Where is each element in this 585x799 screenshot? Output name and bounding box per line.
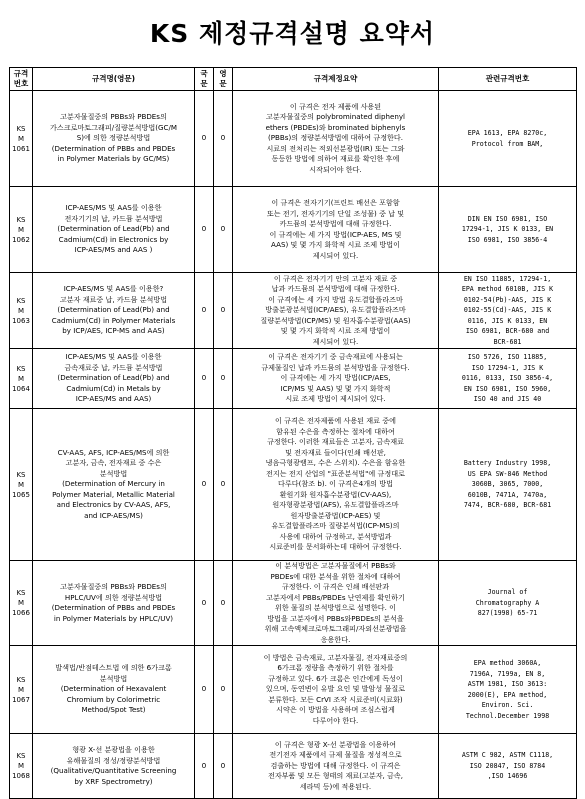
standard-summary-line: 시료 조제 방법이 제시되어 있다.	[285, 394, 386, 404]
standard-summary-line: 이 규격에는 세 가지 방법(ICP-AES, MS 및	[269, 229, 402, 239]
header-title: 규격명(영문)	[33, 68, 195, 91]
standard-title-line: (Qualitative/Quantitative Screening	[50, 766, 177, 775]
standard-summary-line: 전자부품 및 모든 형태의 재료(고분자, 금속,	[267, 771, 404, 781]
standard-title-line: 금속재료중 납, 카드뮴 분석방법	[64, 362, 163, 372]
english-version-mark: 0	[214, 409, 233, 561]
standard-summary-line: 및 전자재료 들이다(인쇄 배선판,	[285, 447, 386, 457]
document-title: KS 제정규격설명 요약서	[149, 19, 436, 48]
standard-title-line: ICP-AES/MS and AAS)	[75, 394, 152, 404]
standard-number-line: M	[17, 374, 25, 383]
standard-number-line: M	[17, 225, 25, 234]
related-standards-line: Chromatography A	[475, 598, 540, 607]
standard-title-line: 전자기기의 납, 카드뮴 분석방법	[64, 213, 163, 223]
standard-title-line: and Electronics by CV-AAS, AFS,	[56, 500, 171, 510]
standard-summary-line: 전지는 전지 산업의 "표준분석법"에 규정대로	[266, 468, 405, 478]
related-standards	[439, 734, 577, 799]
related-standards-line: ISO 6981, BCR-680 and	[465, 327, 550, 336]
standard-number	[10, 349, 33, 409]
related-standards-line: Protocol from BAM,	[471, 139, 544, 148]
standard-summary-line: 및 몇 가지 화학적 시료 조제 방법이	[280, 326, 391, 336]
table-row	[10, 91, 577, 187]
standard-title-line: Cadmium(Cd) in Polymer Materials	[51, 315, 176, 325]
standard-title	[33, 734, 195, 799]
standard-summary-line: 고분자물질중의 polybrominated diphenyl	[266, 112, 405, 122]
related-standards	[439, 187, 577, 273]
standard-summary-line: 다루어야 한다.	[312, 715, 359, 725]
standard-title-line: 가스크로마토그래피/질량분석방법(GC/M	[50, 122, 177, 132]
standard-summary	[233, 734, 439, 799]
standard-number-line: KS	[16, 752, 26, 760]
standard-number-line: KS	[16, 124, 26, 133]
standard-summary	[233, 273, 439, 349]
standard-summary	[233, 187, 439, 273]
english-version-mark: 0	[214, 187, 233, 273]
related-standards-line: 17294-1, JIS K 0133, EN	[461, 225, 554, 234]
standard-title-line: 고분자물질중의 PBBs와 PBDEs의	[60, 582, 167, 591]
standard-title-line: and ICP-AES/MS)	[84, 510, 143, 520]
standard-number-line: KS	[16, 675, 26, 684]
standard-number-line: M	[17, 685, 25, 694]
standard-summary-line: 이 규격은 형광 X-선 분광법을 이용하여	[274, 739, 397, 749]
standard-title-line: ICP-AES/MS 및 AAS를 이용한?	[63, 284, 164, 294]
standard-title	[33, 646, 195, 734]
standard-number	[10, 646, 33, 734]
standard-summary-line: 카드뮴의 분석방법에 대해 규정한다.	[279, 219, 392, 228]
related-standards-line: 0116, 0133, ISO 3856-4,	[461, 374, 554, 383]
standard-summary-line: 방법을 고분자에서 PBBs와PBDEs의 분석을	[267, 613, 404, 623]
domestic-version-mark: 0	[195, 734, 214, 799]
header-number: 규격 번호	[10, 68, 33, 91]
standard-title-line: HPLC/UV에 의한 정량분석방법	[64, 592, 163, 602]
standard-summary-line: 제시되어 있다.	[312, 336, 359, 346]
standard-title-line: Method/Spot Test)	[81, 705, 146, 715]
standard-title-line: 고분자, 금속, 전자재료 중 수은	[65, 458, 162, 468]
standard-summary-line: 규제물질인 납과 카드뮴의 분석방법을 규정한다.	[261, 362, 410, 372]
standard-summary-line: 시약은 이 방법을 사용하며 조심스럽게	[276, 705, 395, 715]
table-row	[10, 273, 577, 349]
english-version-mark: 0	[214, 91, 233, 187]
related-standards-line: US EPA SW-846 Method	[467, 469, 548, 478]
standard-title	[33, 187, 195, 273]
standard-title-line: (Determination of PBBs and PBDEs	[51, 143, 176, 153]
standard-summary-line: 있으며, 동연변이 유발 요인 및 발암성 물질로	[265, 684, 406, 694]
domestic-version-mark: 0	[195, 646, 214, 734]
standard-summary	[233, 91, 439, 187]
domestic-version-mark: 0	[195, 561, 214, 646]
standard-number	[10, 561, 33, 646]
related-standards-line: EPA 1613, EPA 8270c,	[467, 129, 548, 137]
table-row	[10, 646, 577, 734]
domestic-version-mark: 0	[195, 91, 214, 187]
standard-summary-line: 고분자에서 PBBs/PBDEs 난연제를 확인하기	[266, 592, 405, 602]
standard-summary-line: (PBBs)의 정량분석방법에 대하여 규정한다.	[267, 133, 404, 143]
standard-summary-line: 시료준비를 문서화하는데 대하여 규정한다.	[269, 542, 402, 552]
standard-summary-line: 위한 물질의 분석방법으로 설명한다. 이	[275, 603, 396, 612]
standard-title-line: (Determination of Mercury in	[62, 479, 165, 489]
standard-summary-line: 환원기화 원자흡수분광법(CV-AAS),	[279, 489, 392, 499]
standard-number-line: KS	[16, 589, 26, 597]
standard-title	[33, 561, 195, 646]
standard-number-line: KS	[16, 470, 26, 479]
standard-number	[10, 273, 33, 349]
standard-summary-line: 원자형광분광법(AFS), 유도결합플라즈마	[272, 500, 399, 510]
standard-number-line: M	[17, 480, 25, 489]
table-row	[10, 561, 577, 646]
related-standards-line: EN ISO 11885, 17294-1,	[463, 274, 552, 283]
standard-number-line: 1068	[12, 772, 30, 780]
english-version-mark: 0	[214, 561, 233, 646]
standard-summary-line: ethers (PBDEs)와 brominated biphenyls	[265, 122, 406, 132]
related-standards-line: 3060B, 3065, 7000,	[471, 480, 544, 489]
related-standards-line: ISO 5726, ISO 11885,	[467, 353, 548, 362]
domestic-version-mark: 0	[195, 273, 214, 349]
standard-number	[10, 409, 33, 561]
standard-summary-line: 검출하는 방법에 대해 규정한다. 이 규격은	[270, 760, 401, 770]
domestic-version-mark: 0	[195, 349, 214, 409]
standard-summary-line: 납과 카드뮴의 분석방법에 대해 규정한다.	[271, 284, 400, 294]
standard-summary-line: 응용한다.	[320, 634, 351, 644]
standard-number-line: M	[17, 306, 25, 315]
standard-summary-line: 전기전자 제품에서 규제 물질을 정성적으로	[269, 750, 402, 760]
standard-number-line: M	[17, 134, 25, 143]
standard-number-line: 1065	[12, 490, 30, 499]
standard-number-line: M	[17, 599, 25, 607]
table-row	[10, 187, 577, 273]
standard-title-line: 유해물질의 정성/정량분석방법	[66, 755, 161, 765]
related-standards-line: ASTM C 982, ASTM C1118,	[461, 751, 554, 760]
standard-title-line: S)에 의한 정량분석방법	[76, 133, 151, 143]
standards-summary-table	[9, 67, 577, 799]
standard-number-line: 1067	[12, 695, 30, 704]
standard-summary-line: 규정한다. 이 규격은 인쇄 배선판과	[281, 582, 390, 591]
standard-number-line: 1066	[12, 609, 30, 617]
standard-summary-line: 이 규격은 전자제품에 사용된 재료 중에	[275, 416, 396, 426]
standard-title-line: ICP-AES/MS 및 AAS를 이용한	[65, 352, 162, 362]
standard-summary-line: PBDEs에 대한 분석을 위한 절차에 대하여	[270, 571, 401, 581]
related-standards-line: BCR-681	[493, 337, 522, 346]
header-summary: 규격제정요약	[233, 68, 439, 91]
standard-title-line: 분석방법	[99, 673, 128, 683]
standard-number	[10, 91, 33, 187]
standard-number-line: KS	[16, 215, 26, 224]
standard-summary-line: 규정하고 있다. 6가 크롬은 인간에게 독성이	[268, 673, 403, 683]
standard-number-line: 1062	[12, 235, 30, 244]
related-standards-line: 6010B, 7471A, 7470a,	[467, 490, 548, 499]
related-standards-line: DIN EN ISO 6981, ISO	[467, 214, 548, 223]
standard-summary-line: 이 규격에는 세 가지 방법 유도결합플라즈마	[268, 294, 403, 304]
related-standards-line: ISO 17294-1, JIS K	[471, 363, 544, 372]
standard-title	[33, 91, 195, 187]
standard-summary	[233, 646, 439, 734]
standard-summary-line: 원자방출분광법(ICP-AES) 및	[290, 510, 381, 520]
standard-title-line: (Determination of Lead(Pb) and	[57, 224, 170, 234]
standard-title-line: 고분자 재료중 납, 카드뮴 분석방법	[59, 294, 168, 304]
standard-summary	[233, 561, 439, 646]
related-standards-line: 0102-54(Pb)-AAS, JIS K	[463, 295, 552, 304]
standard-number-line: M	[17, 762, 25, 770]
standard-summary-line: AAS) 및 몇 가지 화학적 시료 조제 방법이	[271, 240, 400, 249]
standard-summary	[233, 409, 439, 561]
standard-summary-line: 이 규격은 전자기기 중 금속재료에 사용되는	[268, 352, 403, 362]
domestic-version-mark: 0	[195, 187, 214, 273]
standard-summary-line: 분류한다. 모든 CrVI 조작 시료준비(시료화)	[268, 694, 403, 704]
standard-summary-line: 방출분광분석법(ICP/AES), 유도결합플라즈마	[265, 305, 406, 315]
standard-title-line: 발색법/반점테스트법 에 의한 6가크롬	[55, 663, 172, 673]
standard-summary-line: 사용에 대하여 규정하고, 분석방법과	[279, 531, 392, 541]
related-standards	[439, 646, 577, 734]
standard-summary-line: 이 규격에는 세 가지 방법(ICP/AES,	[280, 373, 391, 383]
standard-title	[33, 273, 195, 349]
standard-title-line: Chromium by Colorimetric	[66, 694, 161, 704]
standard-number	[10, 187, 33, 273]
related-standards	[439, 273, 577, 349]
standard-summary-line: 이 규격은 전자 제품에 사용된	[289, 101, 382, 111]
standard-title-line: (Determination of Lead(Pb) and	[57, 373, 170, 383]
standard-title	[33, 409, 195, 561]
related-standards-line: EPA method 6010B, JIS K	[461, 285, 554, 294]
related-standards-line: Journal of	[487, 588, 528, 597]
related-standards-line: Battery Industry 1998,	[463, 459, 552, 468]
standard-summary-line: 이 규격은 전자기기(프린트 배선은 포함함	[271, 198, 400, 207]
standard-title-line: ICP-AES/MS and AAS )	[74, 245, 153, 255]
related-standards-line: 0102-55(Cd)-AAS, JIS K	[463, 306, 552, 315]
standard-title-line: 형광 X-선 분광법을 이용한	[72, 745, 155, 754]
header-english: 영문	[214, 68, 233, 91]
standard-summary-line: 이 방법은 금속재료, 고분자물질, 전자재료중의	[263, 652, 408, 662]
table-row	[10, 409, 577, 561]
english-version-mark: 0	[214, 734, 233, 799]
table-row	[10, 349, 577, 409]
related-standards-line: 827(1998) 65-71	[477, 609, 538, 618]
standard-title-line: by XRF Spectrometry)	[74, 776, 153, 786]
standard-summary-line: ICP/MS 및 AAS) 및 몇 가지 화학적	[280, 383, 391, 393]
related-standards-line: 7474, BCR-680, BCR-681	[463, 501, 552, 510]
standard-title-line: Cadmium(Cd) in Electronics by	[58, 234, 169, 244]
standard-title-line: (Determination of PBBs and PBDEs	[51, 603, 176, 612]
standard-title-line: (Determination of Hexavalent	[60, 684, 167, 694]
standard-title-line: CV-AAS, AFS, ICP-AES/MS에 의한	[57, 447, 170, 457]
english-version-mark: 0	[214, 646, 233, 734]
related-standards-line: ISO 40 and JIS 40	[473, 395, 542, 404]
related-standards-line: Technol.December 1998	[465, 711, 550, 720]
standard-number-line: 1061	[12, 144, 30, 153]
standard-number-line: 1063	[12, 316, 30, 325]
standard-title-line: 분석방법	[99, 468, 128, 478]
related-standards-line: EPA method 3060A,	[473, 659, 542, 667]
header-domestic: 국문	[195, 68, 214, 91]
related-standards-line: ASTM 1981, ISO 3613:	[467, 680, 548, 688]
standard-title-line: by ICP/AES, ICP-MS and AAS)	[62, 326, 165, 336]
table-header-row	[10, 68, 577, 91]
related-standards-line: 0116, JIS K 0133, EN	[467, 316, 548, 325]
standard-title-line: in Polymer Materials by GC/MS)	[57, 154, 170, 164]
related-standards	[439, 409, 577, 561]
standard-title-line: Cadmium(Cd) in Metals by	[66, 383, 161, 393]
related-standards-line: ,ISO 14696	[487, 772, 528, 781]
standard-summary-line: 6가크롬 정량을 측정하기 위한 절차를	[277, 663, 394, 673]
standard-number-line: KS	[16, 364, 26, 373]
related-standards-line: ISO 20847, ISO 8784	[469, 761, 546, 770]
related-standards-line: ISO 6981, ISO 3856-4	[467, 235, 548, 244]
standard-summary-line: 시료의 전처리는 적외선분광법(IR) 또는 그와	[266, 143, 405, 153]
related-standards-line: Environ. Sci.	[481, 701, 534, 709]
related-standards	[439, 561, 577, 646]
standard-summary-line: 유도결합플라즈마 질량분석법(ICP-MS)의	[271, 521, 400, 531]
standard-summary-line: 함유된 수은을 측정하는 절차에 대하여	[276, 426, 395, 436]
related-standards	[439, 349, 577, 409]
related-standards-line: EN ISO 6981, ISO 5960,	[463, 384, 552, 393]
english-version-mark: 0	[214, 273, 233, 349]
standard-title-line: Polymer Material, Metallic Material	[52, 489, 175, 499]
standard-summary-line: 제시되어 있다.	[312, 250, 359, 260]
standard-title-line: 고분자물질중의 PBBs와 PBDEs의	[60, 112, 167, 122]
english-version-mark: 0	[214, 349, 233, 409]
standard-summary-line: 냉음극형광램프, 수은 스위치). 수은을 함유한	[265, 458, 406, 468]
standard-number-line: KS	[16, 296, 26, 305]
standard-summary-line: 다루다(참조 b). 이 규격은4개의 방법	[278, 479, 393, 489]
related-standards	[439, 91, 577, 187]
standard-number-line: 1064	[12, 384, 30, 393]
standard-summary-line: 위해 고속액체크로마토그래피/자외선분광법을	[264, 624, 407, 633]
standard-summary-line: 시작되어야 한다.	[309, 164, 362, 174]
standard-summary-line: 규정한다. 이러한 재료들은 고분자, 금속재료	[267, 437, 404, 447]
standard-summary-line: 이 규격은 전자기기 안의 고분자 재료 중	[273, 273, 398, 283]
domestic-version-mark: 0	[195, 409, 214, 561]
standard-summary-line: 세라믹 등)에 적용된다.	[299, 781, 372, 791]
header-related: 관련규격번호	[439, 68, 577, 91]
standard-summary-line: 질량분석방법(ICP/MS) 및 원자흡수분광법(AAS)	[260, 315, 411, 325]
related-standards-line: 2000(E), EPA method,	[467, 690, 548, 699]
standard-title-line: in Polymer Materials by HPLC/UV)	[53, 613, 174, 623]
standard-title	[33, 349, 195, 409]
standard-number	[10, 734, 33, 799]
standard-summary-line: 이 분석방법은 고분자물질에서 PBBs와	[275, 561, 396, 570]
table-row	[10, 734, 577, 799]
standard-summary-line: 또는 전기, 전자기기의 단일 조성물) 중 납 및	[266, 208, 405, 218]
related-standards-line: 7196A, 7199a, EN 8,	[469, 669, 546, 678]
standard-title-line: ICP-AES/MS 및 AAS를 이용한	[65, 203, 162, 213]
standard-title-line: (Determination of Lead(Pb) and	[57, 305, 170, 315]
standard-summary-line: 동등한 방법에 의하여 재료를 확인한 후에	[271, 154, 400, 164]
standard-summary	[233, 349, 439, 409]
